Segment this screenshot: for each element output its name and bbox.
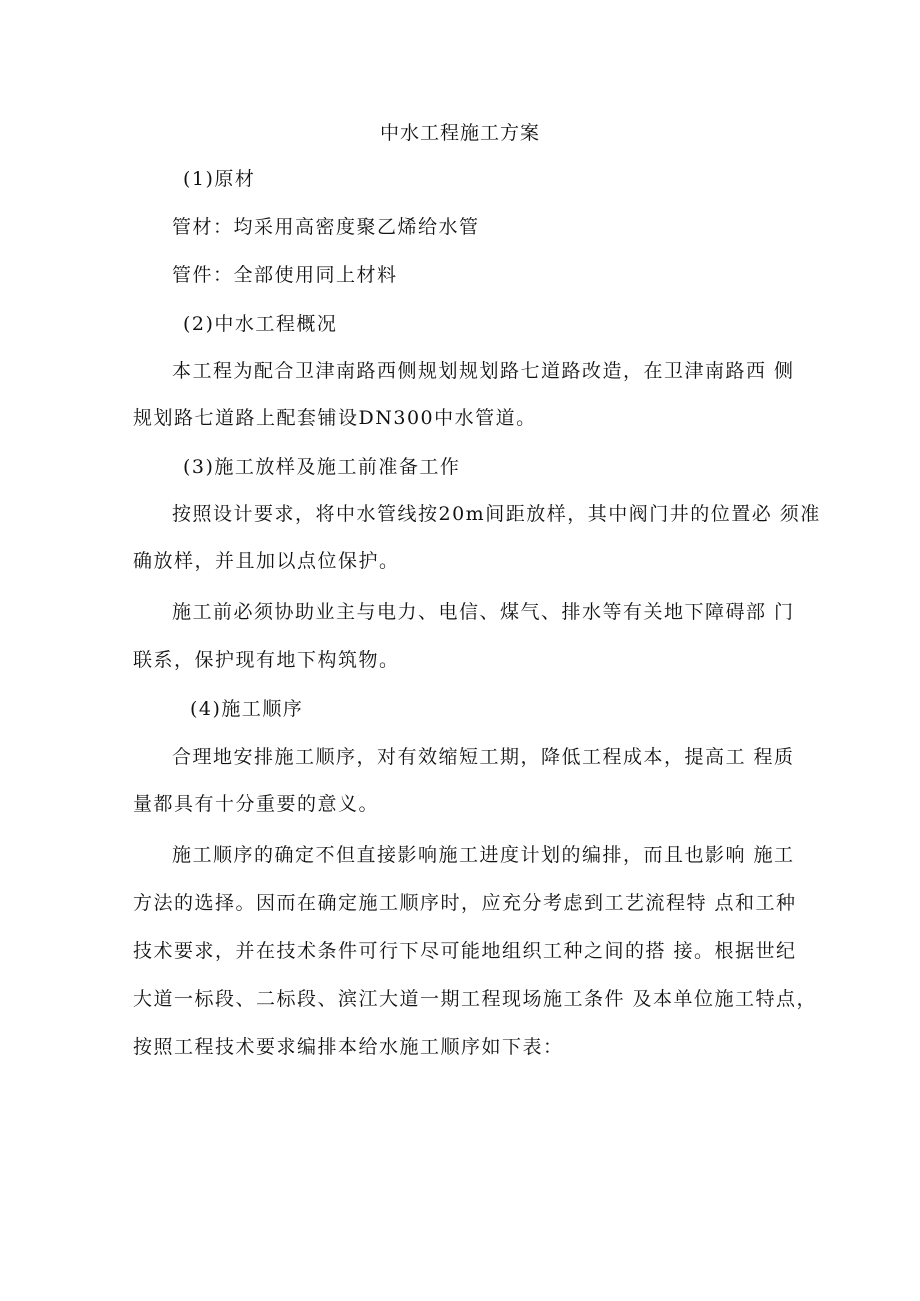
- document-title: 中水工程施工方案: [379, 122, 540, 144]
- paragraph-coordination-line-2: 联系，保护现有地下构筑物。: [133, 649, 400, 671]
- paragraph-fittings: 管件：全部使用同上材料: [172, 264, 398, 286]
- section-heading-construction-sequence: (4)施工顺序: [190, 698, 304, 720]
- paragraph-order-line-2: 方法的选择。因而在确定施工顺序时，应充分考虑到工艺流程特 点和工种: [133, 892, 797, 914]
- paragraph-order-line-3: 技术要求，并在技术条件可行下尽可能地组织工种之间的搭 接。根据世纪: [133, 940, 797, 962]
- paragraph-pipe-material: 管材：均采用高密度聚乙烯给水管: [172, 216, 480, 238]
- paragraph-overview-line-1: 本工程为配合卫津南路西侧规划规划路七道路改造，在卫津南路西 侧: [172, 360, 795, 382]
- section-heading-raw-materials: (1)原材: [183, 168, 256, 190]
- paragraph-sequence-line-1: 合理地安排施工顺序，对有效缩短工期，降低工程成本，提高工 程质: [172, 746, 795, 768]
- paragraph-layout-line-2: 确放样，并且加以点位保护。: [133, 550, 400, 572]
- paragraph-overview-line-2: 规划路七道路上配套铺设DN300中水管道。: [133, 407, 537, 429]
- paragraph-sequence-line-2: 量都具有十分重要的意义。: [133, 793, 380, 815]
- paragraph-order-line-1: 施工顺序的确定不但直接影响施工进度计划的编排，而且也影响 施工: [172, 844, 795, 866]
- paragraph-layout-line-1: 按照设计要求，将中水管线按20m间距放样，其中阀门井的位置必 须准: [172, 503, 821, 525]
- paragraph-order-line-5: 按照工程技术要求编排本给水施工顺序如下表：: [133, 1036, 564, 1058]
- paragraph-coordination-line-1: 施工前必须协助业主与电力、电信、煤气、排水等有关地下障碍部 门: [172, 601, 795, 623]
- paragraph-order-line-4: 大道一标段、二标段、滨江大道一期工程现场施工条件 及本单位施工特点，: [133, 988, 818, 1010]
- section-heading-overview: (2)中水工程概况: [183, 313, 338, 335]
- section-heading-layout-preparation: (3)施工放样及施工前准备工作: [183, 456, 461, 478]
